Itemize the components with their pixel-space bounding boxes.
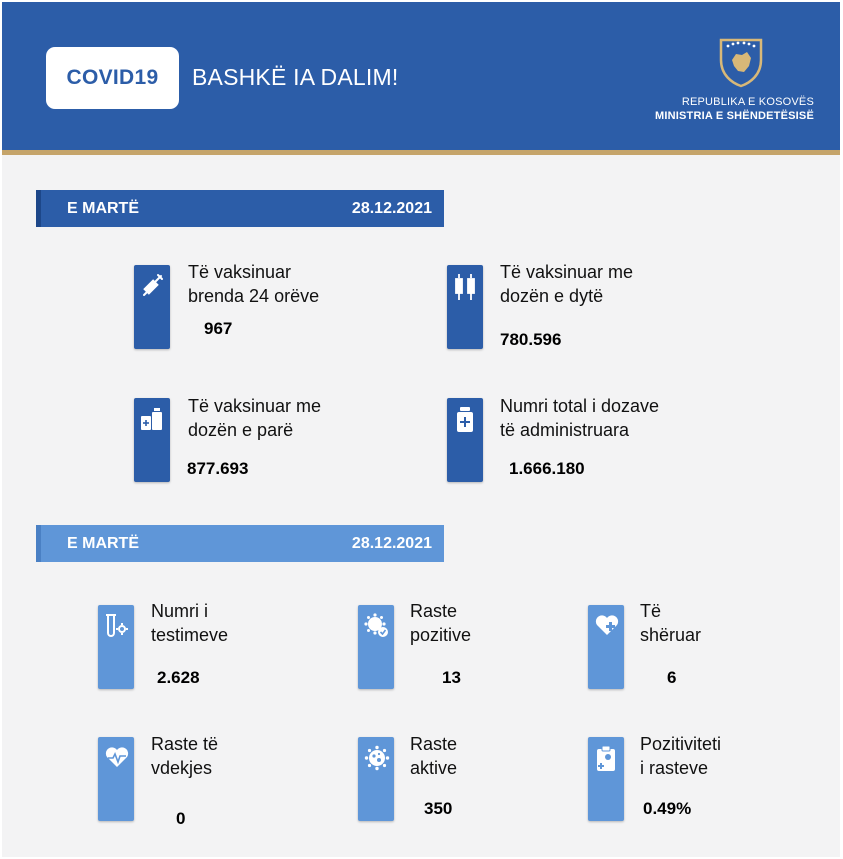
ministry-label: MINISTRIA E SHËNDETËSISË <box>654 110 814 122</box>
total-doses-label: Numri total i dozave të administruara <box>500 396 660 440</box>
vaccinated-24h-value: 967 <box>204 319 233 338</box>
recovered-tile <box>588 605 624 689</box>
tests-tile <box>98 605 134 689</box>
positive-value: 13 <box>442 668 461 687</box>
active-label: Raste aktive <box>410 734 458 778</box>
first-dose-tile <box>134 398 170 482</box>
positivity-tile <box>588 737 624 821</box>
vaccination-date: 28.12.2021 <box>351 199 432 217</box>
brand-text: COVID19 <box>66 66 159 89</box>
two-syringes-icon <box>453 273 477 303</box>
test-tube-icon <box>104 613 128 641</box>
deaths-value: 0 <box>176 809 186 828</box>
syringe-icon <box>140 273 164 299</box>
republic-label: REPUBLIKA E KOSOVËS <box>681 96 814 108</box>
second-dose-label: Të vaksinuar me dozën e dytë <box>500 262 634 306</box>
deaths-label: Raste të vdekjes <box>151 734 219 778</box>
second-dose-value: 780.596 <box>500 330 562 349</box>
vaccine-vials-icon <box>140 406 164 436</box>
positive-label: Raste pozitive <box>410 601 472 645</box>
positive-tile <box>358 605 394 689</box>
infographic <box>2 2 840 857</box>
header <box>2 2 840 150</box>
first-dose-label: Të vaksinuar me dozën e parë <box>188 396 322 440</box>
heart-pulse-icon <box>104 745 130 769</box>
first-dose-value: 877.693 <box>187 459 249 478</box>
cases-date: 28.12.2021 <box>351 534 432 552</box>
total-doses-value: 1.666.180 <box>509 459 585 478</box>
positivity-value: 0.49% <box>643 799 692 818</box>
heart-plus-icon <box>594 613 620 637</box>
tests-value: 2.628 <box>157 668 200 687</box>
medicine-bottle-icon <box>453 406 477 436</box>
vaccination-day: E MARTË <box>67 199 139 217</box>
clipboard-medical-icon <box>594 745 618 773</box>
slogan: BASHKË IA DALIM! <box>192 64 399 90</box>
covid19-logo <box>46 47 179 109</box>
kosovo-coat-of-arms-icon <box>716 30 766 88</box>
cases-date-bar <box>36 525 444 562</box>
active-tile <box>358 737 394 821</box>
active-value: 350 <box>424 799 453 818</box>
vaccinated-24h-tile <box>134 265 170 349</box>
vaccinated-24h-label: Të vaksinuar brenda 24 orëve <box>188 262 320 306</box>
total-doses-tile <box>447 398 483 482</box>
deaths-tile <box>98 737 134 821</box>
tests-label: Numri i testimeve <box>151 601 229 645</box>
gold-divider <box>2 150 840 155</box>
virus-icon <box>364 745 390 771</box>
vaccination-date-bar <box>36 190 444 227</box>
virus-check-icon <box>364 613 390 639</box>
recovered-label: Të shëruar <box>640 601 702 645</box>
positivity-label: Pozitiviteti i rasteve <box>640 734 722 778</box>
recovered-value: 6 <box>667 668 677 687</box>
second-dose-tile <box>447 265 483 349</box>
cases-day: E MARTË <box>67 534 139 552</box>
